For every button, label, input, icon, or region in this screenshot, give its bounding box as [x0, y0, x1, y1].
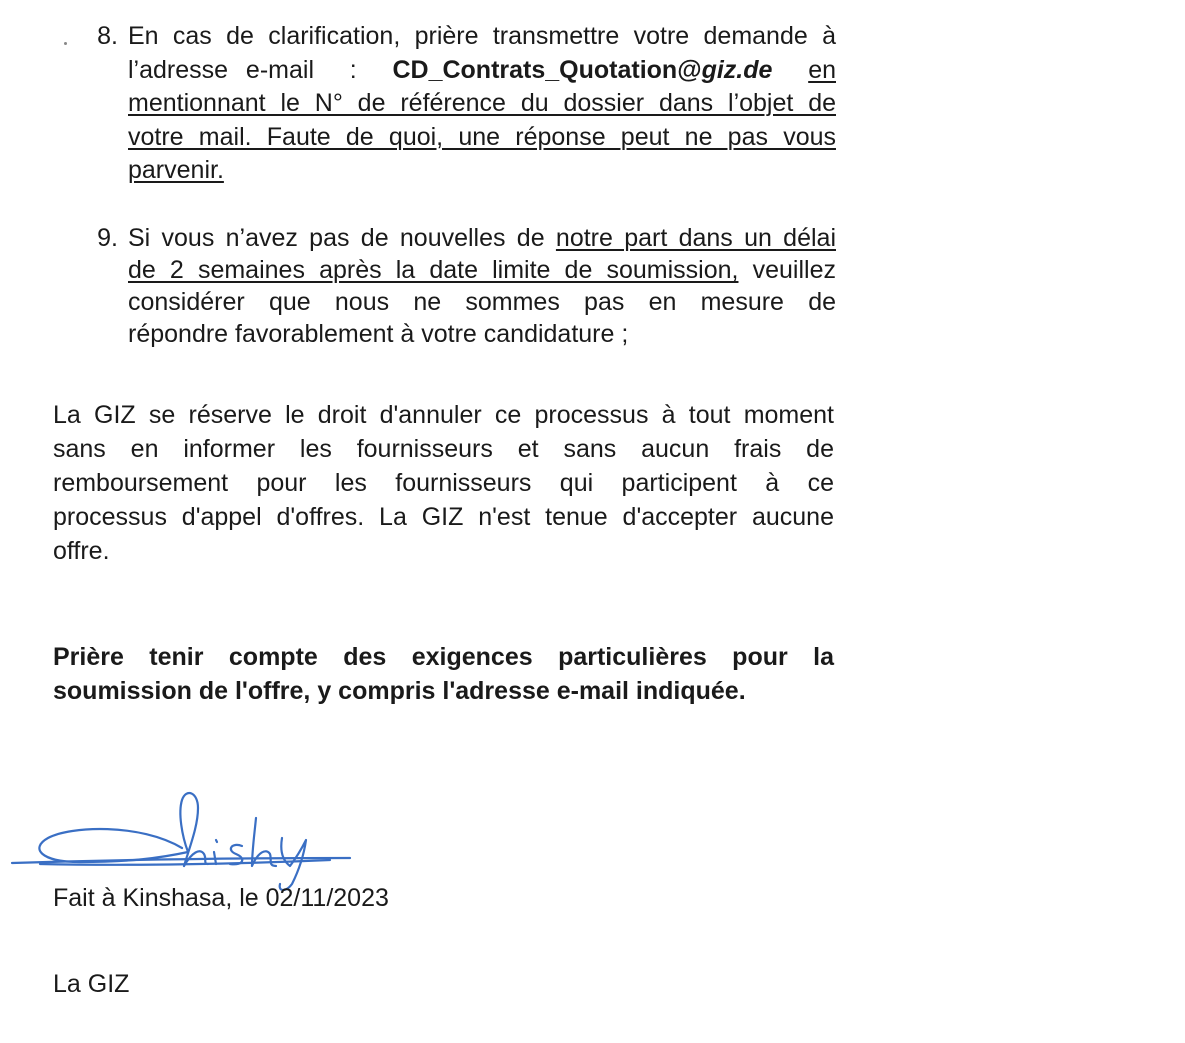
list-item-number: 8.	[97, 22, 118, 50]
list-item-line	[128, 87, 836, 121]
text-segment: En cas de clarification, prière transmettre votre demande à	[128, 22, 836, 50]
place-date: Fait à Kinshasa, le 02/11/2023	[53, 884, 389, 912]
reserve-paragraph	[53, 398, 834, 568]
paragraph-line: remboursement pour les fournisseurs qui participent à ce	[53, 469, 834, 497]
text-segment: Si vous n’avez pas de nouvelles de	[128, 224, 556, 252]
list-item-line	[128, 154, 836, 188]
paragraph-line: offre.	[53, 537, 110, 565]
list-item-line	[128, 222, 836, 254]
text-segment: veuillez	[738, 256, 836, 284]
text-segment: de 2 semaines après la date limite de soumission,	[128, 256, 739, 284]
list-item-line	[128, 121, 836, 155]
list-item-number: 9.	[97, 224, 118, 252]
scan-speck	[64, 42, 67, 45]
paragraph-line: sans en informer les fournisseurs et sans aucun frais de	[53, 435, 834, 463]
list-item-8	[80, 20, 836, 188]
text-segment: répondre favorablement à votre candidature ;	[128, 320, 629, 348]
list-item-line	[128, 286, 836, 318]
text-segment: l’adresse e-mail :	[128, 55, 393, 84]
text-segment: considérer que nous ne sommes pas en mesure de	[128, 288, 836, 316]
text-segment: en	[808, 55, 836, 84]
paragraph-line: La GIZ se réserve le droit d'annuler ce processus à tout moment	[53, 401, 834, 429]
text-segment	[772, 56, 808, 84]
text-segment: mentionnant le N° de référence du dossier dans l’objet de	[128, 89, 836, 117]
signatory-name: La GIZ	[53, 970, 130, 998]
list-item-line	[128, 254, 836, 286]
list-item-body	[128, 222, 836, 350]
list-item-line	[128, 20, 836, 54]
list-item-line	[128, 54, 836, 88]
paragraph-line: soumission de l'offre, y compris l'adresse e-mail indiquée.	[53, 677, 746, 705]
submission-note-paragraph	[53, 640, 834, 708]
paragraph-line: processus d'appel d'offres. La GIZ n'est tenue d'accepter aucune	[53, 503, 834, 531]
text-segment: parvenir.	[128, 156, 224, 184]
list-item-line	[128, 318, 836, 350]
list-item-body	[128, 20, 836, 188]
list-item-9	[80, 222, 836, 350]
email-address-text: giz.de	[701, 55, 773, 84]
paragraph-line: Prière tenir compte des exigences particulières pour la	[53, 643, 834, 671]
text-segment: votre mail. Faute de quoi, une réponse peut ne pas vous	[128, 122, 836, 151]
text-segment: notre part dans un délai	[555, 224, 836, 252]
email-address-text: CD_Contrats_Quotation@	[392, 55, 702, 84]
